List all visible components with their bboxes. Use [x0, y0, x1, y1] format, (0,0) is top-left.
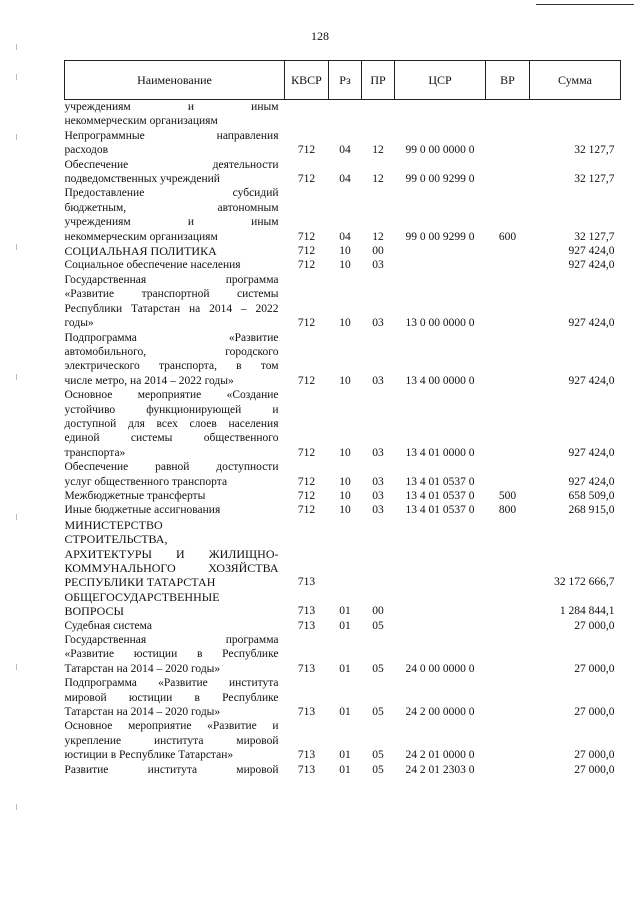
cell-pr: 03 [372, 259, 384, 272]
cell-sum: 32 127,7 [574, 173, 615, 186]
cell-csr: 24 2 00 0000 0 [405, 706, 475, 719]
cell-sum [530, 100, 621, 129]
row-name-line: СТРОИТЕЛЬСТВА, [64, 532, 168, 547]
row-name-line: Предоставление субсидий [64, 187, 279, 200]
cell-sum: 27 000,0 [574, 619, 615, 632]
cell-rz: 01 [339, 763, 351, 776]
cell-kvsr: 712 [297, 374, 316, 387]
row-name-line: единой системы общественного [64, 432, 279, 445]
row-name-line: укрепление института мировой [64, 734, 279, 747]
cell-vr: 500 [498, 489, 517, 502]
cell-csr [395, 590, 486, 619]
cell-csr: 13 4 00 0000 0 [405, 374, 475, 387]
row-name [65, 158, 285, 187]
scan-margin-marks [10, 44, 20, 864]
cell-pr: 03 [372, 446, 384, 459]
cell-pr: 03 [372, 489, 384, 502]
header-sum: Сумма [530, 61, 621, 100]
table-row [65, 763, 621, 777]
row-name [65, 331, 285, 389]
cell-kvsr: 712 [297, 475, 316, 488]
cell-rz [329, 518, 362, 590]
header-kvsr: КВСР [285, 61, 329, 100]
cell-pr [362, 518, 395, 590]
cell-pr: 00 [372, 245, 384, 258]
row-name-line: Основное мероприятие «Создание [64, 389, 279, 402]
cell-rz: 04 [339, 230, 351, 243]
row-name [65, 244, 285, 258]
row-name-line: юстиции в Республике Татарстан» [64, 749, 234, 762]
cell-vr [486, 158, 530, 187]
row-name [65, 590, 285, 619]
row-name-line: «Развитие транспортной системы [64, 288, 279, 301]
row-name [65, 186, 285, 244]
row-name-line: транспорта» [64, 446, 126, 459]
cell-sum: 927 424,0 [568, 259, 615, 272]
cell-pr: 05 [372, 662, 384, 675]
cell-vr [486, 244, 530, 258]
cell-csr [395, 518, 486, 590]
row-name [65, 518, 285, 590]
cell-sum: 927 424,0 [568, 245, 615, 258]
row-name-line: ВОПРОСЫ [64, 604, 124, 619]
row-name-line: автомобильного, городского [64, 345, 279, 358]
page-number: 128 [311, 29, 329, 43]
cell-kvsr: 713 [297, 706, 316, 719]
cell-vr [486, 518, 530, 590]
cell-rz: 10 [339, 446, 351, 459]
row-name-line: подведомственных учреждений [64, 173, 220, 186]
cell-rz: 01 [339, 706, 351, 719]
cell-sum: 927 424,0 [568, 317, 615, 330]
cell-kvsr: 712 [297, 446, 316, 459]
row-name-line: Обеспечение равной доступности [64, 461, 279, 474]
row-name-line: Иные бюджетные ассигнования [64, 504, 221, 517]
cell-pr: 12 [372, 144, 384, 157]
cell-pr: 00 [372, 605, 384, 618]
cell-pr: 12 [372, 230, 384, 243]
cell-csr: 99 0 00 0000 0 [405, 144, 475, 157]
cell-sum: 32 172 666,7 [554, 576, 615, 589]
table-row [65, 273, 621, 331]
cell-csr [395, 258, 486, 272]
row-name-line: КОММУНАЛЬНОГО ХОЗЯЙСТВА [64, 561, 279, 575]
cell-sum: 1 284 844,1 [559, 605, 615, 618]
cell-sum: 658 509,0 [568, 489, 615, 502]
cell-sum: 27 000,0 [574, 749, 615, 762]
cell-vr [486, 331, 530, 389]
cell-kvsr: 712 [297, 173, 316, 186]
header-csr: ЦСР [395, 61, 486, 100]
cell-kvsr: 713 [297, 619, 316, 632]
cell-sum: 27 000,0 [574, 706, 615, 719]
cell-kvsr: 712 [297, 317, 316, 330]
row-name-line: АРХИТЕКТУРЫ И ЖИЛИЩНО- [64, 546, 279, 561]
row-name [65, 763, 285, 777]
cell-kvsr: 712 [297, 230, 316, 243]
cell-pr: 12 [372, 173, 384, 186]
row-name-line: Подпрограмма «Развитие [64, 331, 279, 344]
cell-vr [486, 633, 530, 676]
row-name-line: годы» [64, 317, 94, 330]
table-row [65, 633, 621, 676]
cell-csr [395, 619, 486, 633]
table-row [65, 186, 621, 244]
cell-sum: 268 915,0 [568, 504, 615, 517]
row-name-line: Межбюджетные трансферты [64, 489, 206, 502]
cell-sum: 927 424,0 [568, 374, 615, 387]
cell-vr: 800 [498, 504, 517, 517]
row-name-line: Государственная программа [64, 634, 279, 647]
table-row [65, 503, 621, 517]
cell-rz: 10 [339, 489, 351, 502]
row-name [65, 503, 285, 517]
row-name [65, 129, 285, 158]
cell-sum: 27 000,0 [574, 763, 615, 776]
cell-kvsr: 712 [297, 489, 316, 502]
row-name-line: РЕСПУБЛИКИ ТАТАРСТАН [64, 575, 216, 590]
cell-vr [486, 619, 530, 633]
cell-rz: 01 [339, 749, 351, 762]
cell-pr: 05 [372, 763, 384, 776]
row-name [65, 100, 285, 129]
header-pr: ПР [362, 61, 395, 100]
cell-pr: 05 [372, 706, 384, 719]
cell-rz: 01 [339, 605, 351, 618]
cell-kvsr: 712 [297, 245, 316, 258]
row-name-line: Судебная система [64, 619, 152, 632]
row-name-line: услуг общественного транспорта [64, 475, 228, 488]
cell-csr: 13 4 01 0537 0 [405, 489, 475, 502]
table-row [65, 331, 621, 389]
table-row [65, 158, 621, 187]
cell-rz: 10 [339, 504, 351, 517]
row-name-line: учреждениям и иным [64, 216, 279, 229]
row-name [65, 489, 285, 503]
row-name-line: электрического транспорта, в том [64, 360, 279, 373]
row-name [65, 633, 285, 676]
cell-vr [486, 460, 530, 489]
cell-csr: 24 2 01 2303 0 [405, 763, 475, 776]
cell-vr: 600 [498, 230, 517, 243]
row-name-line: Обеспечение деятельности [64, 158, 279, 171]
row-name-line: числе метро, на 2014 – 2022 годы» [64, 374, 234, 387]
table-row [65, 460, 621, 489]
cell-pr: 05 [372, 749, 384, 762]
cell-rz: 10 [339, 245, 351, 258]
cell-kvsr [285, 100, 329, 129]
row-name-line: доступной для всех слоев населения [64, 417, 279, 430]
row-name-line: Развитие института мировой [64, 763, 279, 776]
cell-pr: 05 [372, 619, 384, 632]
row-name [65, 460, 285, 489]
row-name-line: Государственная программа [64, 273, 279, 286]
cell-vr [486, 719, 530, 762]
table-row [65, 100, 621, 129]
row-name-line: СОЦИАЛЬНАЯ ПОЛИТИКА [64, 244, 217, 259]
cell-vr [486, 129, 530, 158]
cell-kvsr: 712 [297, 504, 316, 517]
cell-rz: 04 [339, 173, 351, 186]
cell-csr: 13 4 01 0537 0 [405, 475, 475, 488]
row-name [65, 273, 285, 331]
cell-kvsr: 713 [297, 576, 316, 589]
cell-sum: 27 000,0 [574, 662, 615, 675]
row-name-line: Социальное обеспечение населения [64, 259, 241, 272]
cell-rz: 10 [339, 317, 351, 330]
row-name-line: устойчиво функционирующей и [64, 403, 279, 416]
cell-kvsr: 713 [297, 662, 316, 675]
cell-pr: 03 [372, 317, 384, 330]
row-name-line: Подпрограмма «Развитие института [64, 677, 279, 690]
top-rule [536, 4, 634, 5]
header-rz: Рз [329, 61, 362, 100]
cell-rz: 01 [339, 619, 351, 632]
row-name-line: ОБЩЕГОСУДАРСТВЕННЫЕ [64, 589, 220, 604]
row-name-line: расходов [64, 144, 109, 157]
cell-rz [329, 100, 362, 129]
cell-pr: 03 [372, 374, 384, 387]
budget-table [64, 60, 621, 777]
cell-vr [486, 273, 530, 331]
cell-csr: 99 0 00 9299 0 [405, 230, 475, 243]
cell-csr: 13 4 01 0537 0 [405, 504, 475, 517]
table-row [65, 489, 621, 503]
row-name-line: Непрограммные направления [64, 129, 279, 142]
row-name [65, 719, 285, 762]
cell-csr: 24 0 00 0000 0 [405, 662, 475, 675]
row-name-line: некоммерческим организациям [64, 230, 218, 243]
cell-pr: 03 [372, 504, 384, 517]
cell-rz: 04 [339, 144, 351, 157]
row-name-line: Основное мероприятие «Развитие и [64, 720, 279, 733]
table-row [65, 518, 621, 590]
cell-csr [395, 100, 486, 129]
cell-csr: 13 4 01 0000 0 [405, 446, 475, 459]
cell-vr [486, 763, 530, 777]
row-name-line: Республики Татарстан на 2014 – 2022 [64, 302, 279, 315]
row-name [65, 619, 285, 633]
row-name [65, 388, 285, 460]
cell-rz: 10 [339, 374, 351, 387]
row-name-line: Татарстан на 2014 – 2020 годы» [64, 706, 221, 719]
cell-rz: 10 [339, 259, 351, 272]
row-name [65, 676, 285, 719]
header-name: Наименование [65, 61, 285, 100]
table-row [65, 676, 621, 719]
cell-kvsr: 712 [297, 259, 316, 272]
cell-kvsr: 713 [297, 763, 316, 776]
cell-vr [486, 590, 530, 619]
cell-csr: 99 0 00 9299 0 [405, 173, 475, 186]
cell-csr: 24 2 01 0000 0 [405, 749, 475, 762]
table-body [65, 100, 621, 778]
cell-sum: 927 424,0 [568, 446, 615, 459]
cell-pr: 03 [372, 475, 384, 488]
cell-sum: 32 127,7 [574, 144, 615, 157]
table-row [65, 388, 621, 460]
header-vr: ВР [486, 61, 530, 100]
cell-pr [362, 100, 395, 129]
table-row [65, 258, 621, 272]
cell-vr [486, 258, 530, 272]
cell-vr [486, 100, 530, 129]
cell-kvsr: 713 [297, 749, 316, 762]
row-name-line: некоммерческим организациям [64, 115, 218, 128]
table-row [65, 590, 621, 619]
cell-rz: 10 [339, 475, 351, 488]
cell-vr [486, 388, 530, 460]
table-row [65, 619, 621, 633]
row-name-line: бюджетным, автономным [64, 201, 279, 214]
table-row [65, 129, 621, 158]
cell-sum: 927 424,0 [568, 475, 615, 488]
cell-csr: 13 0 00 0000 0 [405, 317, 475, 330]
cell-kvsr: 712 [297, 144, 316, 157]
row-name-line: мировой юстиции в Республике [64, 691, 279, 704]
cell-csr [395, 244, 486, 258]
cell-sum: 32 127,7 [574, 230, 615, 243]
table-row [65, 719, 621, 762]
table-row [65, 244, 621, 258]
row-name-line: «Развитие юстиции в Республике [64, 648, 279, 661]
row-name-line: Татарстан на 2014 – 2020 годы» [64, 662, 221, 675]
cell-rz: 01 [339, 662, 351, 675]
cell-kvsr: 713 [297, 605, 316, 618]
row-name [65, 258, 285, 272]
row-name-line: учреждениям и иным [64, 101, 279, 113]
cell-vr [486, 676, 530, 719]
row-name-line: МИНИСТЕРСТВО [64, 517, 163, 532]
table-header-row [65, 61, 621, 100]
